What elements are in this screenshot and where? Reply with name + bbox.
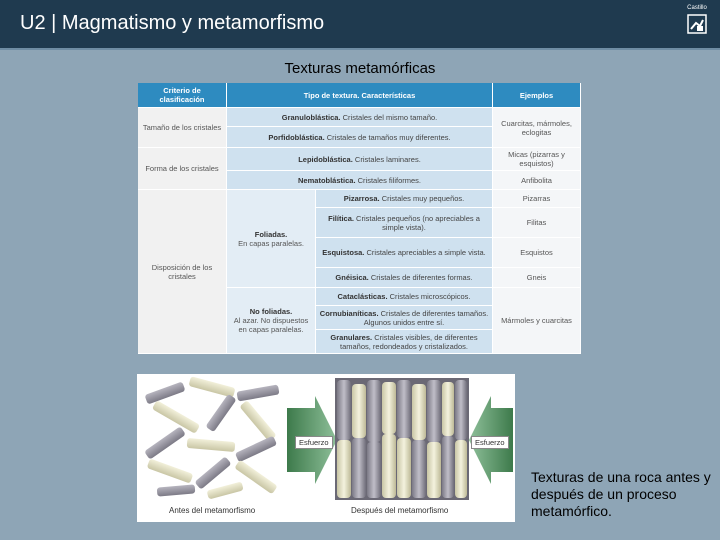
texture-desc: Cristales visibles, de diferentes tamaños, redondeados y cristalizados. <box>340 332 478 351</box>
row-filitica <box>316 208 493 238</box>
texture-name: Filítica. <box>328 213 354 223</box>
criterio-tamano: Tamaño de los cristales <box>138 108 227 148</box>
ejemplo-pizarras: Pizarras <box>493 190 581 208</box>
subgroup-name: Foliadas. <box>254 229 288 239</box>
subgroup-desc: En capas paralelas. <box>238 238 304 248</box>
row-granoblastica <box>227 108 493 127</box>
texture-desc: Cristales de tamaños muy diferentes. <box>326 132 451 142</box>
subgroup-foliadas <box>227 190 316 288</box>
publisher-logo <box>684 4 710 40</box>
texture-name: Pizarrosa. <box>343 194 380 203</box>
ejemplo-marmoles: Mármoles y cuarcitas <box>493 288 581 354</box>
ejemplo-micas: Micas (pizarras y esquistos) <box>493 148 581 171</box>
logo-icon <box>687 14 707 34</box>
header-ejemplos: Ejemplos <box>493 83 581 108</box>
ejemplo-anfibolita: Anfibolita <box>493 171 581 190</box>
caption-after: Después del metamorfismo <box>351 506 449 515</box>
texture-name: Granulares. <box>330 332 373 342</box>
header-tipo: Tipo de textura. Características <box>227 83 493 108</box>
row-porfidoblastica <box>227 127 493 148</box>
subgroup-name: No foliadas. <box>249 307 293 316</box>
figure-caption: Texturas de una roca antes y después de un proceso metamórfico. <box>531 469 711 519</box>
ejemplo-esquistos: Esquistos <box>493 238 581 268</box>
texture-name: Porfidoblástica. <box>268 132 325 142</box>
row-gneisica <box>316 268 493 288</box>
row-nematoblastica <box>227 171 493 190</box>
texture-name: Granuloblástica. <box>281 112 341 122</box>
criterio-forma: Forma de los cristales <box>138 148 227 190</box>
row-lepidoblastica <box>227 148 493 171</box>
texture-desc: Cristales de diferentes formas. <box>370 273 473 282</box>
texture-name: Esquistosa. <box>322 248 365 257</box>
texture-desc: Cristales muy pequeños. <box>381 194 465 203</box>
ejemplo-filitas: Filitas <box>493 208 581 238</box>
texture-name: Lepidoblástica. <box>298 154 353 164</box>
texture-desc: Cristales pequeños (no apreciables a simple vista). <box>356 213 480 232</box>
row-cornubianitica <box>316 306 493 330</box>
row-granular <box>316 330 493 354</box>
metamorphism-illustration <box>137 374 515 522</box>
texture-desc: Cristales microscópicos. <box>389 292 471 301</box>
texture-name: Cornubianíticas. <box>319 308 379 318</box>
random-crystals <box>141 376 285 500</box>
texture-desc: Cristales laminares. <box>354 154 421 164</box>
row-cataclastica <box>316 288 493 306</box>
header-criterio: Criterio de clasificación <box>138 83 227 108</box>
texture-name: Cataclásticas. <box>337 292 388 301</box>
row-esquistosa <box>316 238 493 268</box>
texture-desc: Cristales del mismo tamaño. <box>342 112 438 122</box>
title-bar <box>0 0 720 50</box>
subgroup-no-foliadas <box>227 288 316 354</box>
texture-desc: Cristales de diferentes tamaños. Algunos unidos entre sí. <box>363 308 489 327</box>
textures-table <box>138 83 581 354</box>
texture-desc: Cristales apreciables a simple vista. <box>366 248 486 257</box>
logo-text: Castillo <box>687 5 707 11</box>
stress-label-right: Esfuerzo <box>471 436 509 449</box>
row-pizarrosa <box>316 190 493 208</box>
aligned-crystals <box>335 378 469 500</box>
caption-before: Antes del metamorfismo <box>169 506 256 515</box>
stress-label-left: Esfuerzo <box>295 436 333 449</box>
table-title: Texturas metamórficas <box>284 60 436 77</box>
ejemplo-gneis: Gneis <box>493 268 581 288</box>
criterio-disposicion: Disposición de los cristales <box>138 190 227 354</box>
ejemplo-tamano: Cuarcitas, mármoles, eclogitas <box>493 108 581 148</box>
texture-name: Gnéisica. <box>335 273 369 282</box>
subgroup-desc: Al azar. No dispuestos en capas paralelas. <box>233 316 309 334</box>
slide-title: U2 | Magmatismo y metamorfismo <box>20 12 325 34</box>
texture-name: Nematoblástica. <box>298 175 356 185</box>
texture-desc: Cristales filiformes. <box>357 175 421 185</box>
